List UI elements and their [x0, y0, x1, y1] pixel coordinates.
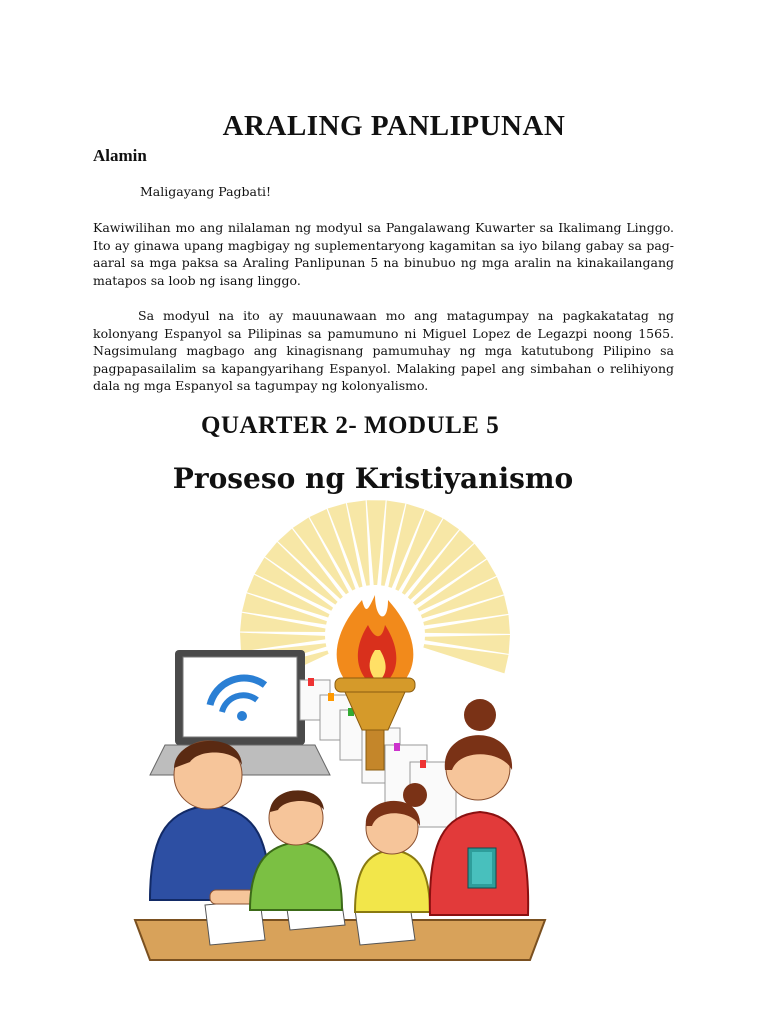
- greeting-text: Maligayang Pagbati!: [140, 184, 272, 199]
- girl-figure: [355, 783, 430, 912]
- study-table: [135, 920, 545, 960]
- document-title: ARALING PANLIPUNAN: [222, 110, 566, 142]
- family-study-illustration: [130, 500, 550, 975]
- book-icon: [468, 848, 496, 888]
- body-paragraph: Sa modyul na ito ay mauunawaan mo ang matagumpay na pagkakatatag ng kolonyang Espanyol sa Pilipinas sa pamumuno ni Miguel Lopez de Legazpi noong 1565. Nagsimulang magbago ang kinagisnang pamumuhay ng mga katutubong Pilipino sa pagpapasailalim sa kapangyarihang Espanyol. Malaking papel ang simbahan o relihiyong dala ng mga Espanyol sa tagumpay ng kolonyalismo.: [93, 308, 674, 393]
- section-heading: Alamin: [93, 146, 147, 165]
- intro-paragraph: Kawiwilihan mo ang nilalaman ng modyul sa Pangalawang Kuwarter sa Ikalimang Linggo. Ito ay ginawa upang magbigay ng suplementaryong kagamitan sa iyo bilang gabay sa pag-aaral sa mga paksa sa Araling Panlipunan 5 na binubuo ng mga aralin na kinakailangang matapos sa loob ng isang linggo.: [93, 220, 674, 288]
- module-title: Proseso ng Kristiyanismo: [172, 462, 574, 495]
- quarter-label: QUARTER 2- MODULE 5: [201, 412, 500, 439]
